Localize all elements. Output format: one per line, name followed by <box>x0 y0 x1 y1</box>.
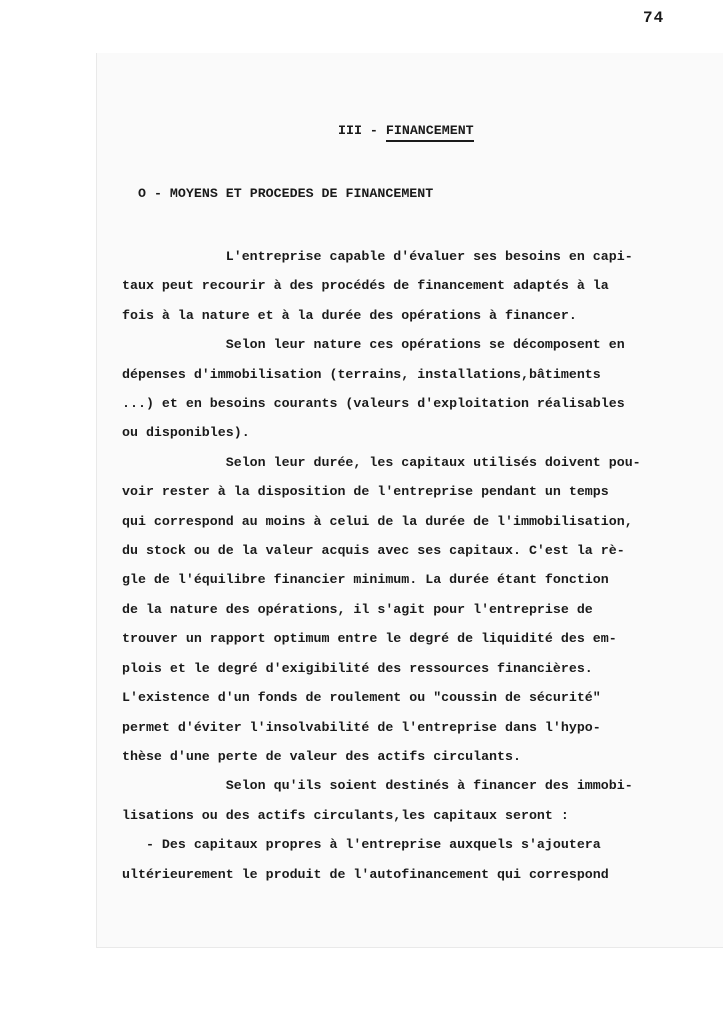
text-line: - Des capitaux propres à l'entreprise auxquels s'ajoutera <box>122 837 601 853</box>
text-line: trouver un rapport optimum entre le degré de liquidité des em- <box>122 631 617 647</box>
text-line: du stock ou de la valeur acquis avec ses capitaux. C'est la rè- <box>122 543 625 559</box>
text-line: voir rester à la disposition de l'entreprise pendant un temps <box>122 484 609 500</box>
section-heading: O - MOYENS ET PROCEDES DE FINANCEMENT <box>138 186 434 201</box>
text-line: taux peut recourir à des procédés de financement adaptés à la <box>122 278 609 294</box>
text-line: Selon leur nature ces opérations se décomposent en <box>122 337 625 353</box>
page-number: 74 <box>643 9 665 27</box>
body-text <box>122 242 662 889</box>
text-line: ultérieurement le produit de l'autofinancement qui correspond <box>122 866 609 882</box>
text-line: gle de l'équilibre financier minimum. La durée étant fonction <box>122 572 609 588</box>
text-line: ...) et en besoins courants (valeurs d'exploitation réalisables <box>122 396 625 412</box>
text-line: de la nature des opérations, il s'agit pour l'entreprise de <box>122 601 593 617</box>
title-prefix: III - <box>338 123 386 138</box>
text-line: permet d'éviter l'insolvabilité de l'entreprise dans l'hypo- <box>122 719 601 735</box>
title-underlined-text: FINANCEMENT <box>386 123 474 142</box>
text-line: Selon qu'ils soient destinés à financer des immobi- <box>122 778 633 794</box>
text-line: lisations ou des actifs circulants,les capitaux seront : <box>122 807 569 823</box>
text-line: fois à la nature et à la durée des opérations à financer. <box>122 307 577 323</box>
document-title <box>338 123 474 138</box>
text-line: plois et le degré d'exigibilité des ressources financières. <box>122 660 593 676</box>
text-line: thèse d'une perte de valeur des actifs circulants. <box>122 748 521 764</box>
text-line: Selon leur durée, les capitaux utilisés doivent pou- <box>122 454 641 470</box>
text-line: qui correspond au moins à celui de la durée de l'immobilisation, <box>122 513 633 529</box>
text-line: L'entreprise capable d'évaluer ses besoins en capi- <box>122 249 633 264</box>
text-line: dépenses d'immobilisation (terrains, installations,bâtiments <box>122 366 601 382</box>
text-line: ou disponibles). <box>122 425 250 441</box>
text-line: L'existence d'un fonds de roulement ou "coussin de sécurité" <box>122 690 601 706</box>
